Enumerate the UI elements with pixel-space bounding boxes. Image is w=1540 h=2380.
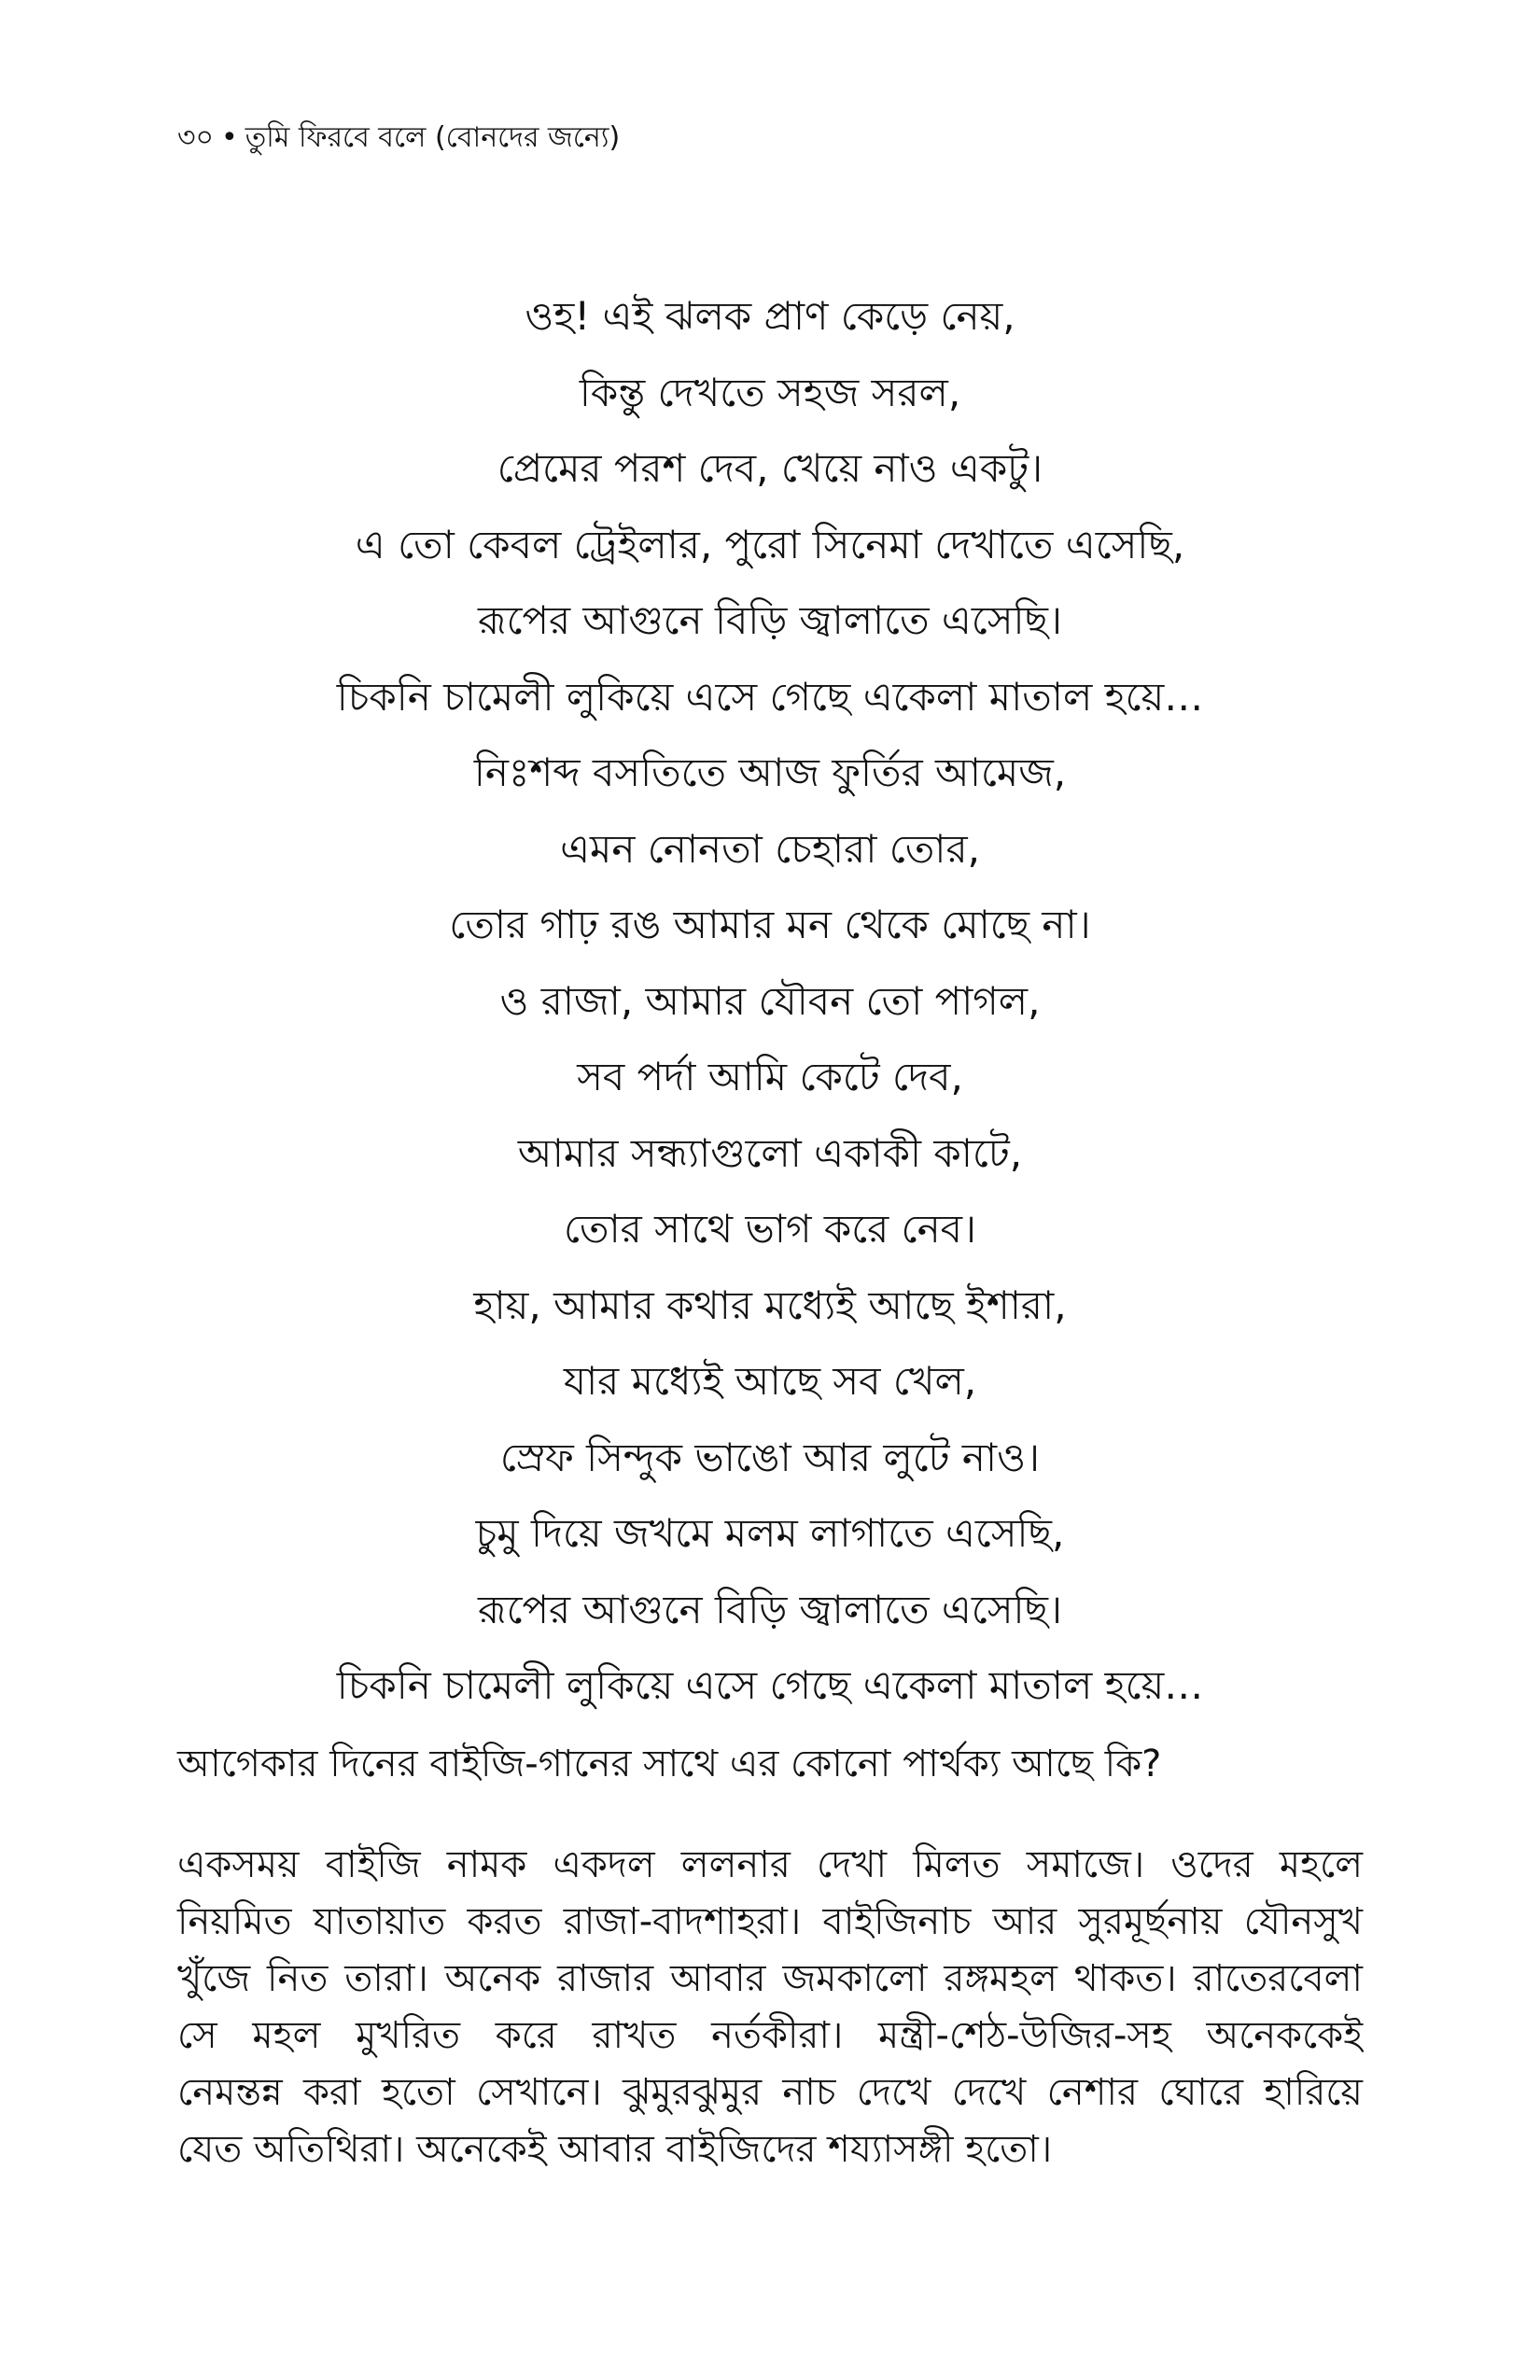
lyric-line: চিকনি চামেলী লুকিয়ে এসে গেছে একেলা মাতাল হয়ে… <box>336 1662 1204 1708</box>
book-title: তুমি ফিরবে বলে (বোনদের জন্যে) <box>245 121 621 154</box>
lyric-line: নিঃশব্দ বসতিতে আজ ফুর্তির আমেজ, <box>473 749 1067 795</box>
lyric-line: সব পর্দা আমি কেটে দেব, <box>577 1054 963 1099</box>
lyric-line: হায়, আমার কথার মধ্যেই আছে ইশারা, <box>473 1281 1067 1328</box>
song-lyrics <box>177 278 1363 1724</box>
page-number: ৩০ <box>177 121 215 154</box>
lyric-line: স্রেফ সিন্দুক ভাঙো আর লুটে নাও। <box>499 1434 1041 1480</box>
paragraph-line: সে মহল মুখরিত করে রাখত নর্তকীরা। মন্ত্রী-শেঠ-উজির-সহ অনেককেই <box>177 2014 1363 2057</box>
lyric-line: কিন্তু দেখতে সহজ সরল, <box>579 369 961 415</box>
body-paragraph <box>177 1837 1363 2178</box>
lyric-line: রূপের আগুনে বিড়ি জ্বালাতে এসেছি। <box>477 1586 1062 1632</box>
lyric-line: রূপের আগুনে বিড়ি জ্বালাতে এসেছি। <box>477 597 1062 643</box>
lyric-line: যার মধ্যেই আছে সব খেল, <box>563 1358 977 1404</box>
lyric-line: ও রাজা, আমার যৌবন তো পাগল, <box>499 977 1041 1024</box>
lyric-line: চিকনি চামেলী লুকিয়ে এসে গেছে একেলা মাতাল হয়ে… <box>336 673 1204 720</box>
lyric-line: তোর সাথে ভাগ করে নেব। <box>563 1206 977 1252</box>
lyric-line: চুমু দিয়ে জখমে মলম লাগাতে এসেছি, <box>475 1510 1065 1556</box>
lyric-line: তোর গাঢ় রঙ আমার মন থেকে মোছে না। <box>449 902 1091 947</box>
lyric-line: প্রেমের পরশ দেব, খেয়ে নাও একটু। <box>497 445 1043 491</box>
paragraph-line: নেমন্তন্ন করা হতো সেখানে। ঝুমুরঝুমুর নাচ দেখে দেখে নেশার ঘোরে হারিয়ে <box>177 2071 1363 2114</box>
paragraph-line: নিয়মিত যাতায়াত করত রাজা-বাদশাহরা। বাইজিনাচ আর সুরমূর্ছনায় যৌনসুখ <box>177 1900 1363 1943</box>
paragraph-line: একসময় বাইজি নামক একদল ললনার দেখা মিলত সমাজে। ওদের মহলে <box>177 1843 1363 1886</box>
bullet-separator: • <box>221 121 238 154</box>
lyric-line: এ তো কেবল ট্রেইলার, পুরো সিনেমা দেখাতে এসেছি, <box>355 521 1185 567</box>
paragraph-line: খুঁজে নিত তারা। অনেক রাজার আবার জমকালো রঙ্গমহল থাকত। রাতেরবেলা <box>177 1957 1363 2000</box>
lyric-line: ওহ! এই ঝলক প্রাণ কেড়ে নেয়, <box>525 293 1015 339</box>
running-header <box>177 119 620 157</box>
paragraph-line: যেত অতিথিরা। অনেকেই আবার বাইজিদের শয্যাসঙ্গী হতো। <box>177 2128 1053 2171</box>
section-question: আগেকার দিনের বাইজি-গানের সাথে এর কোনো পার্থক্য আছে কি? <box>177 1743 1162 1785</box>
lyric-line: এমন নোনতা চেহারা তোর, <box>560 825 980 872</box>
lyric-line: আমার সন্ধ্যাগুলো একাকী কাটে, <box>517 1129 1023 1176</box>
